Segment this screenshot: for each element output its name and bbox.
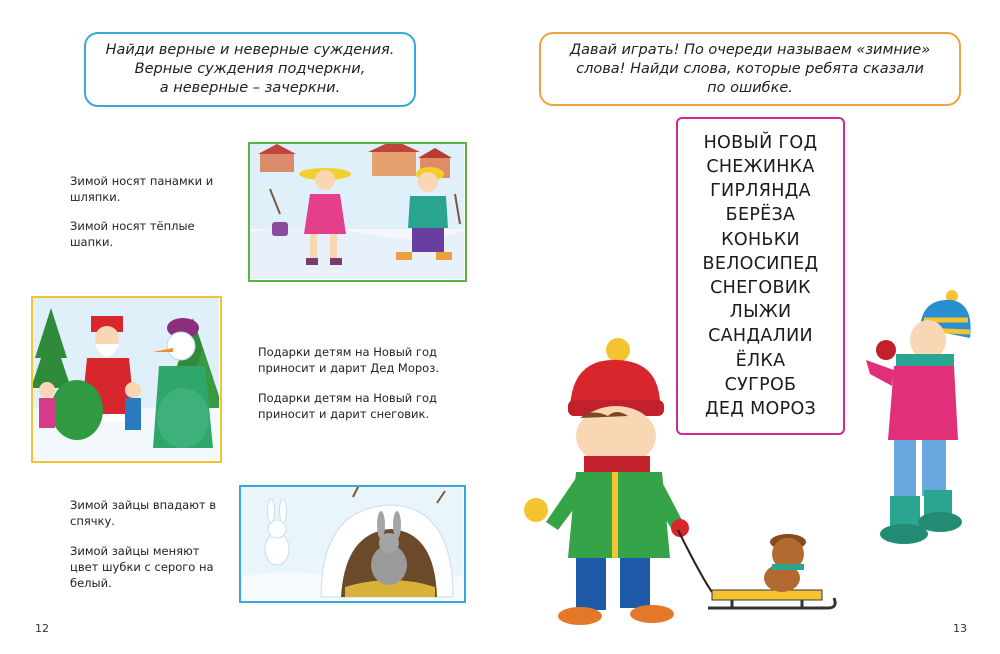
statement: Зимой носят панамки и шляпки. bbox=[70, 174, 214, 204]
task-line: Давай играть! По очереди называем «зимние» bbox=[569, 41, 931, 58]
word-item: СНЕЖИНКА bbox=[706, 156, 815, 177]
illustration-hares-snow-den bbox=[239, 485, 466, 603]
word-item: БЕРЁЗА bbox=[725, 205, 796, 226]
illustration-boy-with-sled-and-teddy bbox=[512, 338, 842, 632]
task-line: Найди верные и неверные суждения. bbox=[105, 42, 395, 58]
task-line: слова! Найди слова, которые ребята сказали bbox=[576, 60, 924, 77]
task-line: Верные суждения подчеркни, bbox=[134, 61, 366, 77]
statement: Подарки детям на Новый год приносит и дарит Дед Мороз. bbox=[258, 345, 439, 375]
task-line: по ошибке. bbox=[707, 79, 793, 96]
illustration-kids-summer-hats bbox=[248, 142, 467, 282]
illustration-santa-snowman bbox=[31, 296, 222, 463]
word-item: ГИРЛЯНДА bbox=[710, 181, 811, 202]
page-number: 13 bbox=[953, 622, 967, 635]
word-item: КОНЬКИ bbox=[721, 229, 800, 250]
statement: Подарки детям на Новый год приносит и дарит снеговик. bbox=[258, 391, 437, 421]
word-item: САНДАЛИИ bbox=[708, 326, 813, 347]
word-item: НОВЫЙ ГОД bbox=[703, 132, 818, 153]
task-line: а неверные – зачеркни. bbox=[159, 80, 341, 96]
illustration-boy-looking-up bbox=[858, 290, 984, 552]
page-number: 12 bbox=[35, 622, 49, 635]
word-item: ЁЛКА bbox=[735, 350, 786, 371]
word-item: СУГРОБ bbox=[724, 374, 797, 395]
task-box-right bbox=[539, 32, 961, 106]
word-item: ВЕЛОСИПЕД bbox=[702, 253, 819, 274]
task-box-left bbox=[84, 32, 416, 107]
word-item: СНЕГОВИК bbox=[710, 278, 811, 298]
word-item: ДЕД МОРОЗ bbox=[704, 399, 817, 420]
word-item: ЛЫЖИ bbox=[729, 302, 792, 323]
statement: Зимой зайцы впадают в спячку. bbox=[70, 498, 217, 528]
statement: Зимой носят тёплые шапки. bbox=[70, 219, 195, 249]
statement: Зимой зайцы меняют цвет шубки с серого на белый. bbox=[70, 544, 214, 590]
